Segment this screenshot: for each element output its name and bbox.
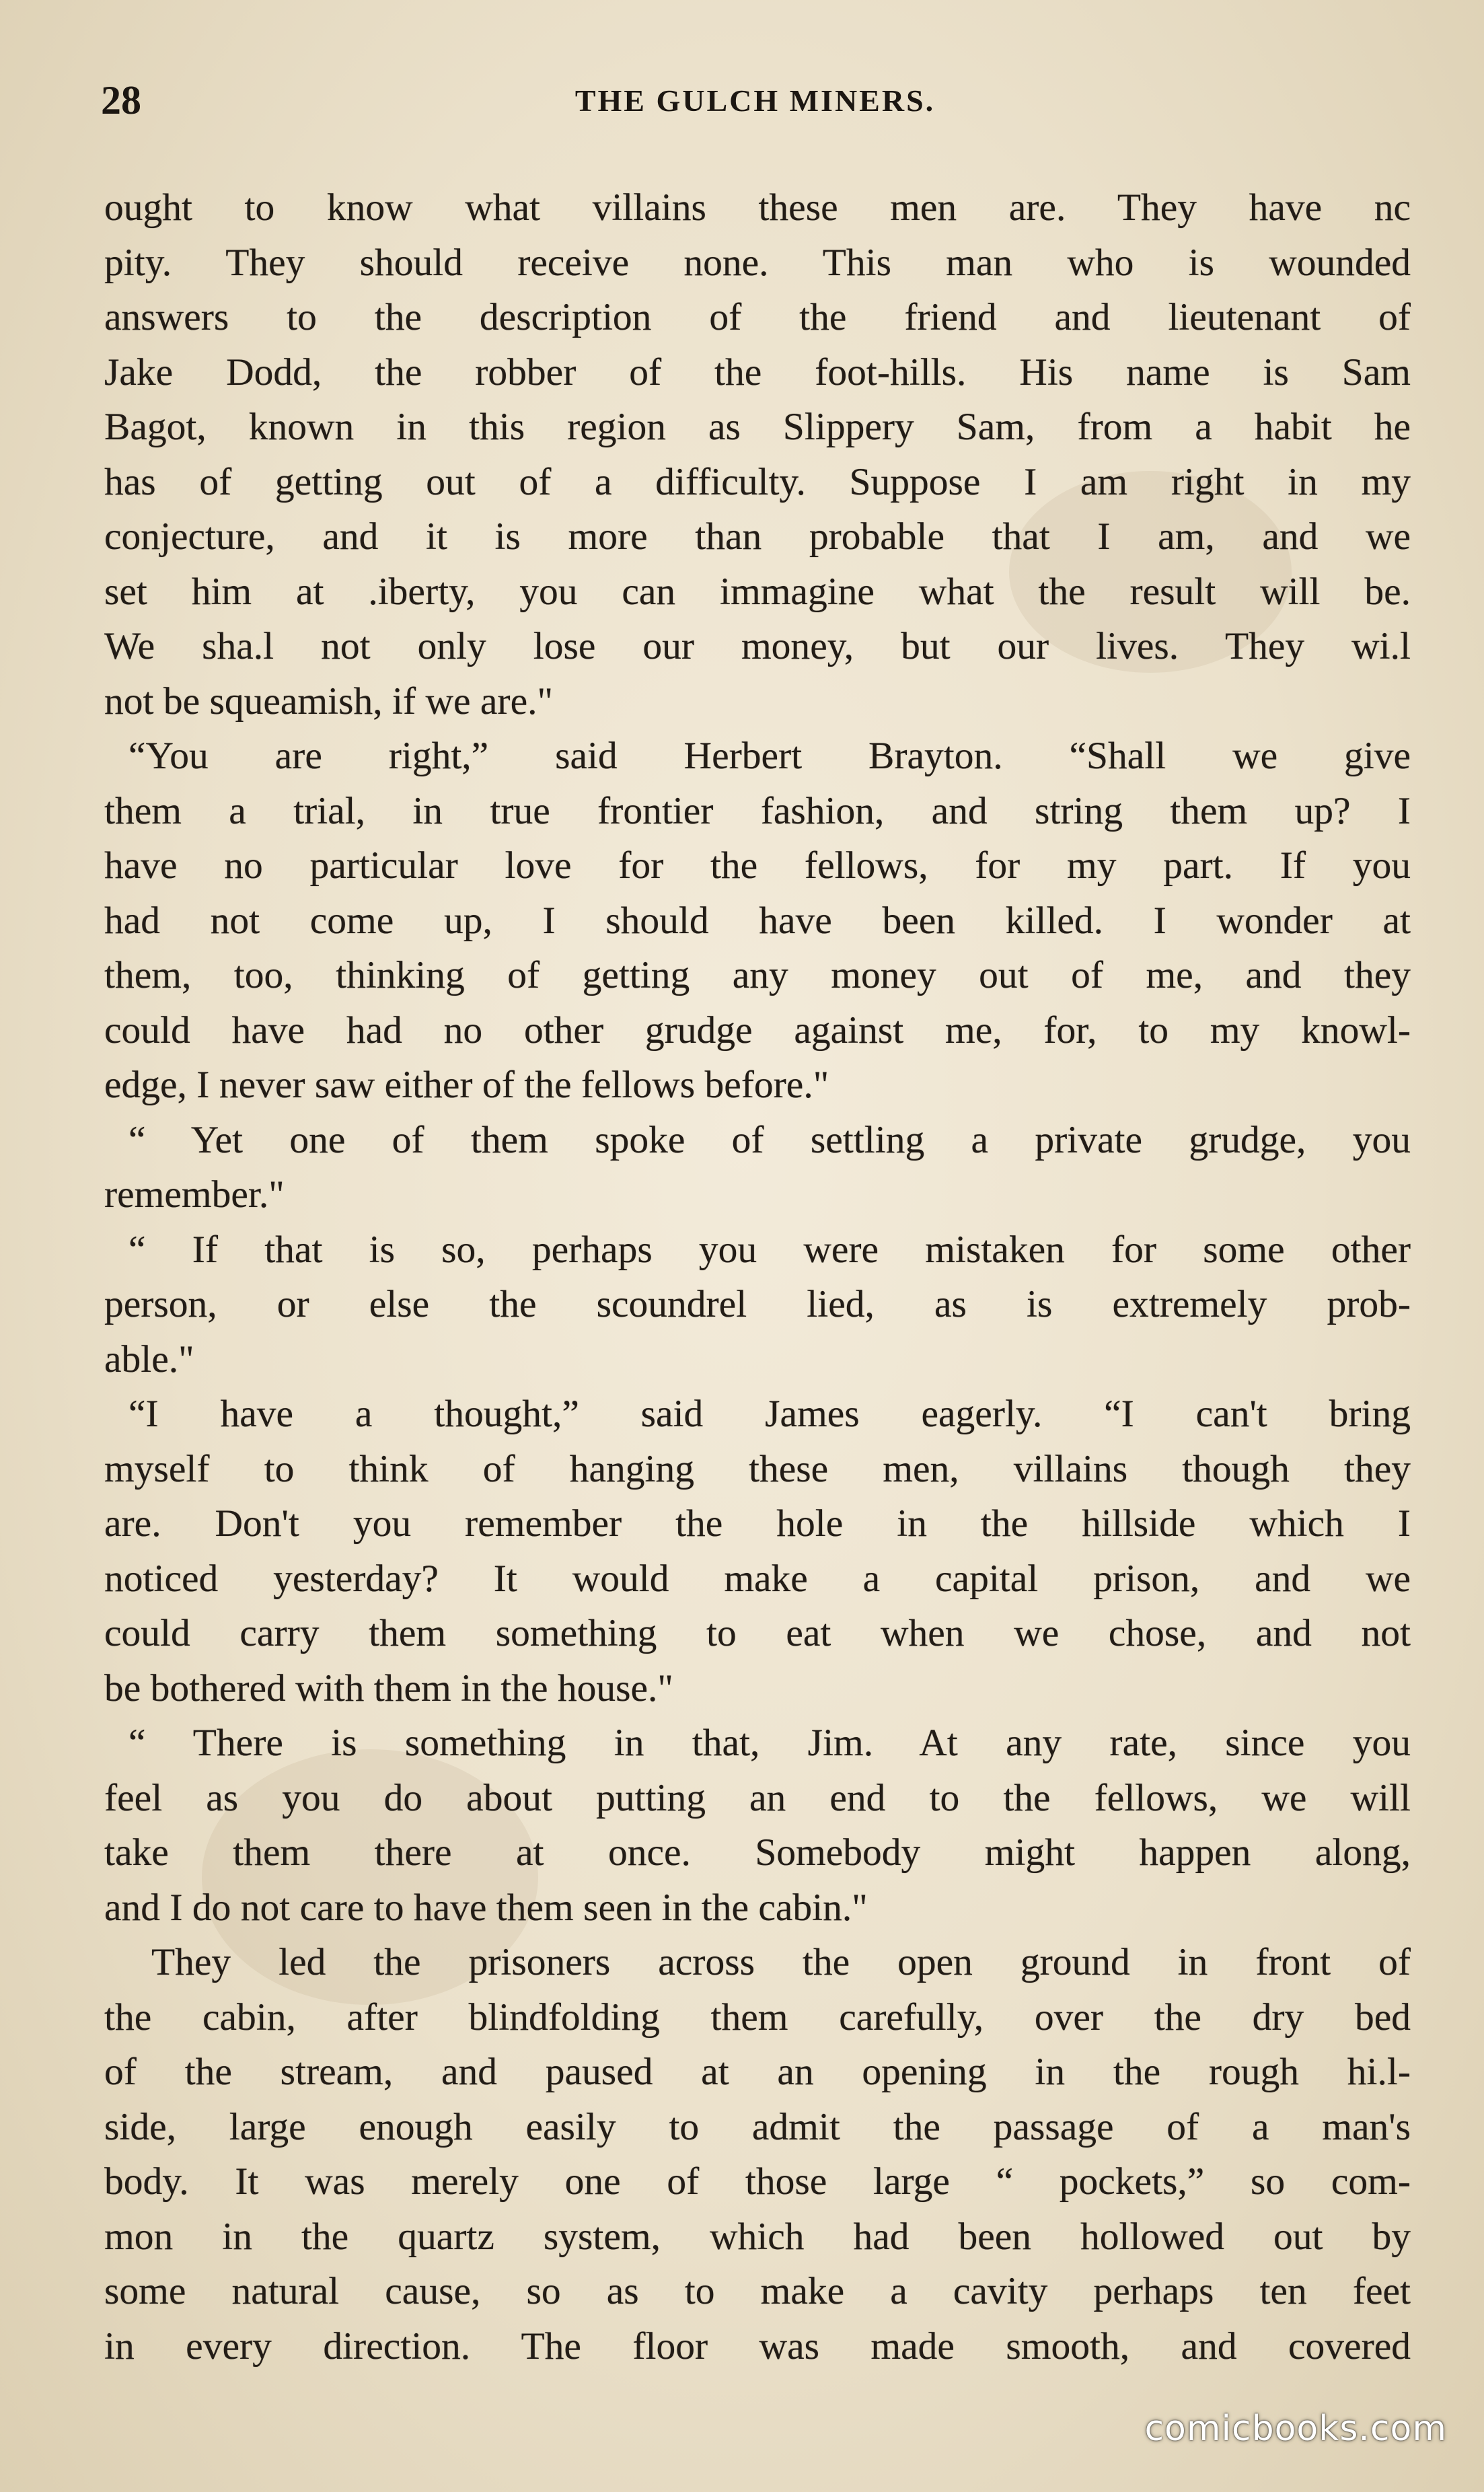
text-line: edge, I never saw either of the fellows before." bbox=[104, 1064, 829, 1106]
text-line: “ If that is so, perhaps you were mistaken for some other bbox=[128, 1228, 1411, 1271]
page-number: 28 bbox=[101, 78, 141, 122]
text-line: body. It was merely one of those large “ pockets,” so com- bbox=[104, 2160, 1411, 2203]
text-line: remember." bbox=[104, 1173, 285, 1216]
text-line: them, too, thinking of getting any money out of me, and they bbox=[104, 954, 1411, 996]
text-line: feel as you do about putting an end to the fellows, we will bbox=[104, 1776, 1411, 1819]
text-line: We sha.l not only lose our money, but our lives. They wi.l bbox=[104, 625, 1411, 667]
text-line: them a trial, in true frontier fashion, and string them up? I bbox=[104, 789, 1411, 832]
text-line: “ Yet one of them spoke of settling a private grudge, you bbox=[128, 1118, 1411, 1161]
text-line: not be squeamish, if we are." bbox=[104, 680, 553, 723]
text-line: “ There is something in that, Jim. At any rate, since you bbox=[128, 1722, 1411, 1764]
text-line: They led the prisoners across the open ground in front of bbox=[151, 1941, 1411, 1983]
text-line: be bothered with them in the house." bbox=[104, 1666, 673, 1710]
text-line: conjecture, and it is more than probable that I am, and we bbox=[104, 515, 1411, 558]
text-line: and I do not care to have them seen in the cabin." bbox=[104, 1886, 868, 1929]
text-line: myself to think of hanging these men, villains though they bbox=[104, 1447, 1411, 1490]
text-line: able." bbox=[104, 1337, 194, 1381]
text-line: side, large enough easily to admit the passage of a man's bbox=[104, 2105, 1411, 2148]
text-line: ought to know what villains these men are. They have nc bbox=[104, 186, 1411, 229]
text-line: take them there at once. Somebody might happen along, bbox=[104, 1831, 1411, 1874]
running-head: THE GULCH MINERS. bbox=[574, 83, 936, 118]
text-line: the cabin, after blindfolding them carefully, over the dry bed bbox=[104, 1995, 1411, 2039]
text-line: has of getting out of a difficulty. Suppose I am right in my bbox=[104, 460, 1411, 503]
text-line: “You are right,” said Herbert Brayton. “Shall we give bbox=[128, 735, 1411, 777]
text-line: could have had no other grudge against me, for, to my knowl- bbox=[104, 1009, 1411, 1052]
text-line: of the stream, and paused at an opening in the rough hi.l- bbox=[104, 2051, 1411, 2093]
text-line: answers to the description of the friend and lieutenant of bbox=[104, 296, 1411, 338]
text-line: person, or else the scoundrel lied, as is extremely prob- bbox=[104, 1283, 1411, 1325]
text-line: had not come up, I should have been killed. I wonder at bbox=[104, 899, 1411, 942]
text-line: have no particular love for the fellows, for my part. If you bbox=[104, 844, 1411, 887]
text-line: in every direction. The floor was made smooth, and covered bbox=[104, 2324, 1411, 2368]
watermark: comicbooks.com bbox=[1144, 2409, 1447, 2449]
text-line: could carry them something to eat when we chose, and not bbox=[104, 1612, 1411, 1654]
body-text bbox=[104, 180, 1411, 2374]
text-line: are. Don't you remember the hole in the hillside which I bbox=[104, 1502, 1411, 1545]
page-header bbox=[101, 77, 1409, 131]
text-line: set him at .iberty, you can immagine what the result will be. bbox=[104, 570, 1411, 613]
text-line: some natural cause, so as to make a cavity perhaps ten feet bbox=[104, 2270, 1411, 2312]
text-line: Jake Dodd, the robber of the foot-hills. His name is Sam bbox=[104, 351, 1411, 394]
text-line: noticed yesterday? It would make a capital prison, and we bbox=[104, 1557, 1411, 1600]
text-line: Bagot, known in this region as Slippery Sam, from a habit he bbox=[104, 406, 1411, 448]
text-line: pity. They should receive none. This man who is wounded bbox=[104, 241, 1411, 284]
text-line: “I have a thought,” said James eagerly. “I can't bring bbox=[128, 1393, 1411, 1435]
text-line: mon in the quartz system, which had been hollowed out by bbox=[104, 2215, 1411, 2258]
